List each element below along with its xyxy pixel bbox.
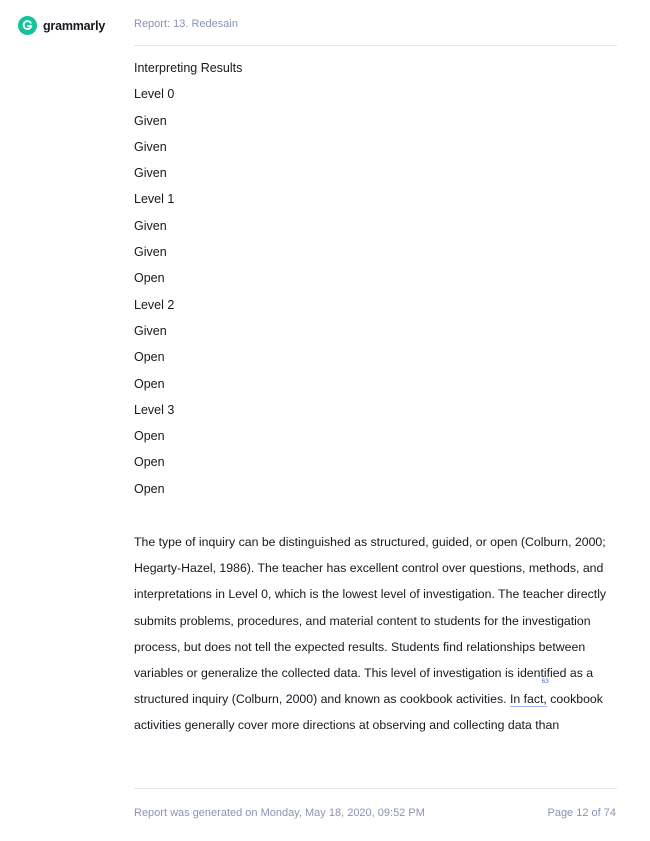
header-divider [134, 45, 617, 46]
text-line: Open [134, 350, 165, 365]
text-line: Given [134, 245, 167, 260]
report-title: Report: 13. Redesain [134, 18, 238, 30]
footer-divider [134, 788, 617, 789]
text-line: Given [134, 323, 167, 338]
paragraph-text: The type of inquiry can be distinguished as structured, guided, or open (Colburn, 2000; Hegarty-Hazel, 1986). The teacher has excellent control over questions, methods, and interpretations in Level 0, which is the lowest level of investigation. The teacher directly submits problems, procedures, and material content to students for the investigation process, but does not tell the expected results. Students find relationships between variables or generalize the collected data. This level of investigation is identified as a structured inquiry (Colburn, 2000) and known as cookbook activities. [134, 535, 607, 707]
text-line: Given [134, 166, 167, 181]
report-generated-date: Report was generated on Monday, May 18, 2020, 09:52 PM [134, 807, 425, 819]
text-line: Given [134, 139, 167, 154]
text-line: Level 1 [134, 192, 175, 207]
text-line: Given [134, 218, 167, 233]
text-line: Level 2 [134, 297, 175, 312]
text-line: Open [134, 376, 165, 391]
brand-name: grammarly [43, 18, 106, 33]
text-line: Given [134, 113, 167, 128]
text-line: Open [134, 455, 165, 470]
paragraph-text-continued: cookbook activities generally cover more directions at observing and collecting data than [134, 692, 603, 733]
flagged-phrase[interactable] [509, 678, 549, 707]
text-line: Open [134, 271, 165, 286]
text-line: Interpreting Results [134, 61, 243, 75]
text-line: Level 3 [134, 402, 175, 417]
body-paragraph [134, 529, 616, 739]
text-line: Open [134, 481, 165, 496]
flagged-phrase-text: In fact, [509, 692, 547, 707]
content-lines [134, 60, 242, 507]
issue-number-badge: 63 [541, 678, 549, 686]
text-line: Open [134, 429, 165, 444]
grammarly-logo-icon [18, 16, 37, 35]
grammarly-logo [18, 16, 105, 35]
text-line: Level 0 [134, 87, 175, 102]
page-number: Page 12 of 74 [547, 807, 616, 819]
